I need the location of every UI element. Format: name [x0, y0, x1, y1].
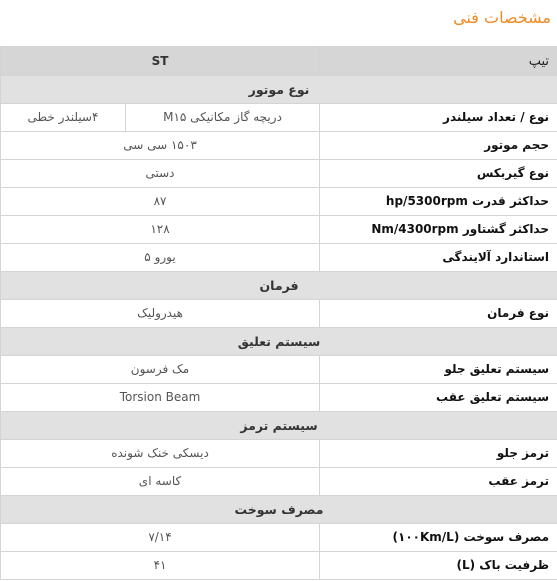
max-torque-value: ۱۲۸: [1, 216, 320, 244]
table-row: [1, 132, 557, 160]
table-row: [1, 188, 557, 216]
max-torque-label: حداکثر گشتاور Nm/4300rpm: [320, 216, 557, 244]
emission-value: یورو ۵: [1, 244, 320, 272]
front-brake-value: دیسکی خنک شونده: [1, 440, 320, 468]
section-steering-title: فرمان: [1, 272, 557, 300]
max-power-label: حداکثر قدرت hp/5300rpm: [320, 188, 557, 216]
section-steering: [1, 272, 557, 300]
cylinders-value-throttle: دریچه گاز مکانیکی M۱۵: [126, 104, 320, 132]
rear-brake-label: ترمز عقب: [320, 468, 557, 496]
section-engine: [1, 76, 557, 104]
gearbox-value: دستی: [1, 160, 320, 188]
fuel-consumption-value: ۷/۱۴: [1, 524, 320, 552]
spec-table: [0, 46, 557, 580]
section-fuel: [1, 496, 557, 524]
section-suspension-title: سیستم تعلیق: [1, 328, 557, 356]
section-brakes: [1, 412, 557, 440]
table-row: [1, 216, 557, 244]
section-fuel-title: مصرف سوخت: [1, 496, 557, 524]
table-row: [1, 468, 557, 496]
front-suspension-value: مک فرسون: [1, 356, 320, 384]
rear-suspension-value: Torsion Beam: [1, 384, 320, 412]
cylinders-value-layout: ۴سیلندر خطی: [1, 104, 126, 132]
cylinders-label: نوع / تعداد سیلندر: [320, 104, 557, 132]
gearbox-label: نوع گیربکس: [320, 160, 557, 188]
steering-type-value: هیدرولیک: [1, 300, 320, 328]
rear-brake-value: کاسه ای: [1, 468, 320, 496]
table-row: [1, 524, 557, 552]
table-row: [1, 244, 557, 272]
table-row: [1, 160, 557, 188]
tank-capacity-label: ظرفیت باک (L): [320, 552, 557, 580]
displacement-label: حجم موتور: [320, 132, 557, 160]
table-row: [1, 384, 557, 412]
table-row: [1, 104, 557, 132]
section-brakes-title: سیستم ترمز: [1, 412, 557, 440]
max-power-value: ۸۷: [1, 188, 320, 216]
table-row: [1, 300, 557, 328]
table-row: [1, 552, 557, 580]
table-row: [1, 356, 557, 384]
front-brake-label: ترمز جلو: [320, 440, 557, 468]
type-label: تیپ: [320, 47, 557, 76]
type-row: [1, 47, 557, 76]
page-title: مشخصات فنی: [453, 8, 551, 27]
type-value: ST: [1, 47, 320, 76]
table-row: [1, 440, 557, 468]
steering-type-label: نوع فرمان: [320, 300, 557, 328]
tank-capacity-value: ۴۱: [1, 552, 320, 580]
fuel-consumption-label: مصرف سوخت (۱۰۰Km/L): [320, 524, 557, 552]
emission-label: استاندارد آلایندگی: [320, 244, 557, 272]
front-suspension-label: سیستم تعلیق جلو: [320, 356, 557, 384]
section-engine-title: نوع موتور: [1, 76, 557, 104]
rear-suspension-label: سیستم تعلیق عقب: [320, 384, 557, 412]
displacement-value: ۱۵۰۳ سی سی: [1, 132, 320, 160]
section-suspension: [1, 328, 557, 356]
